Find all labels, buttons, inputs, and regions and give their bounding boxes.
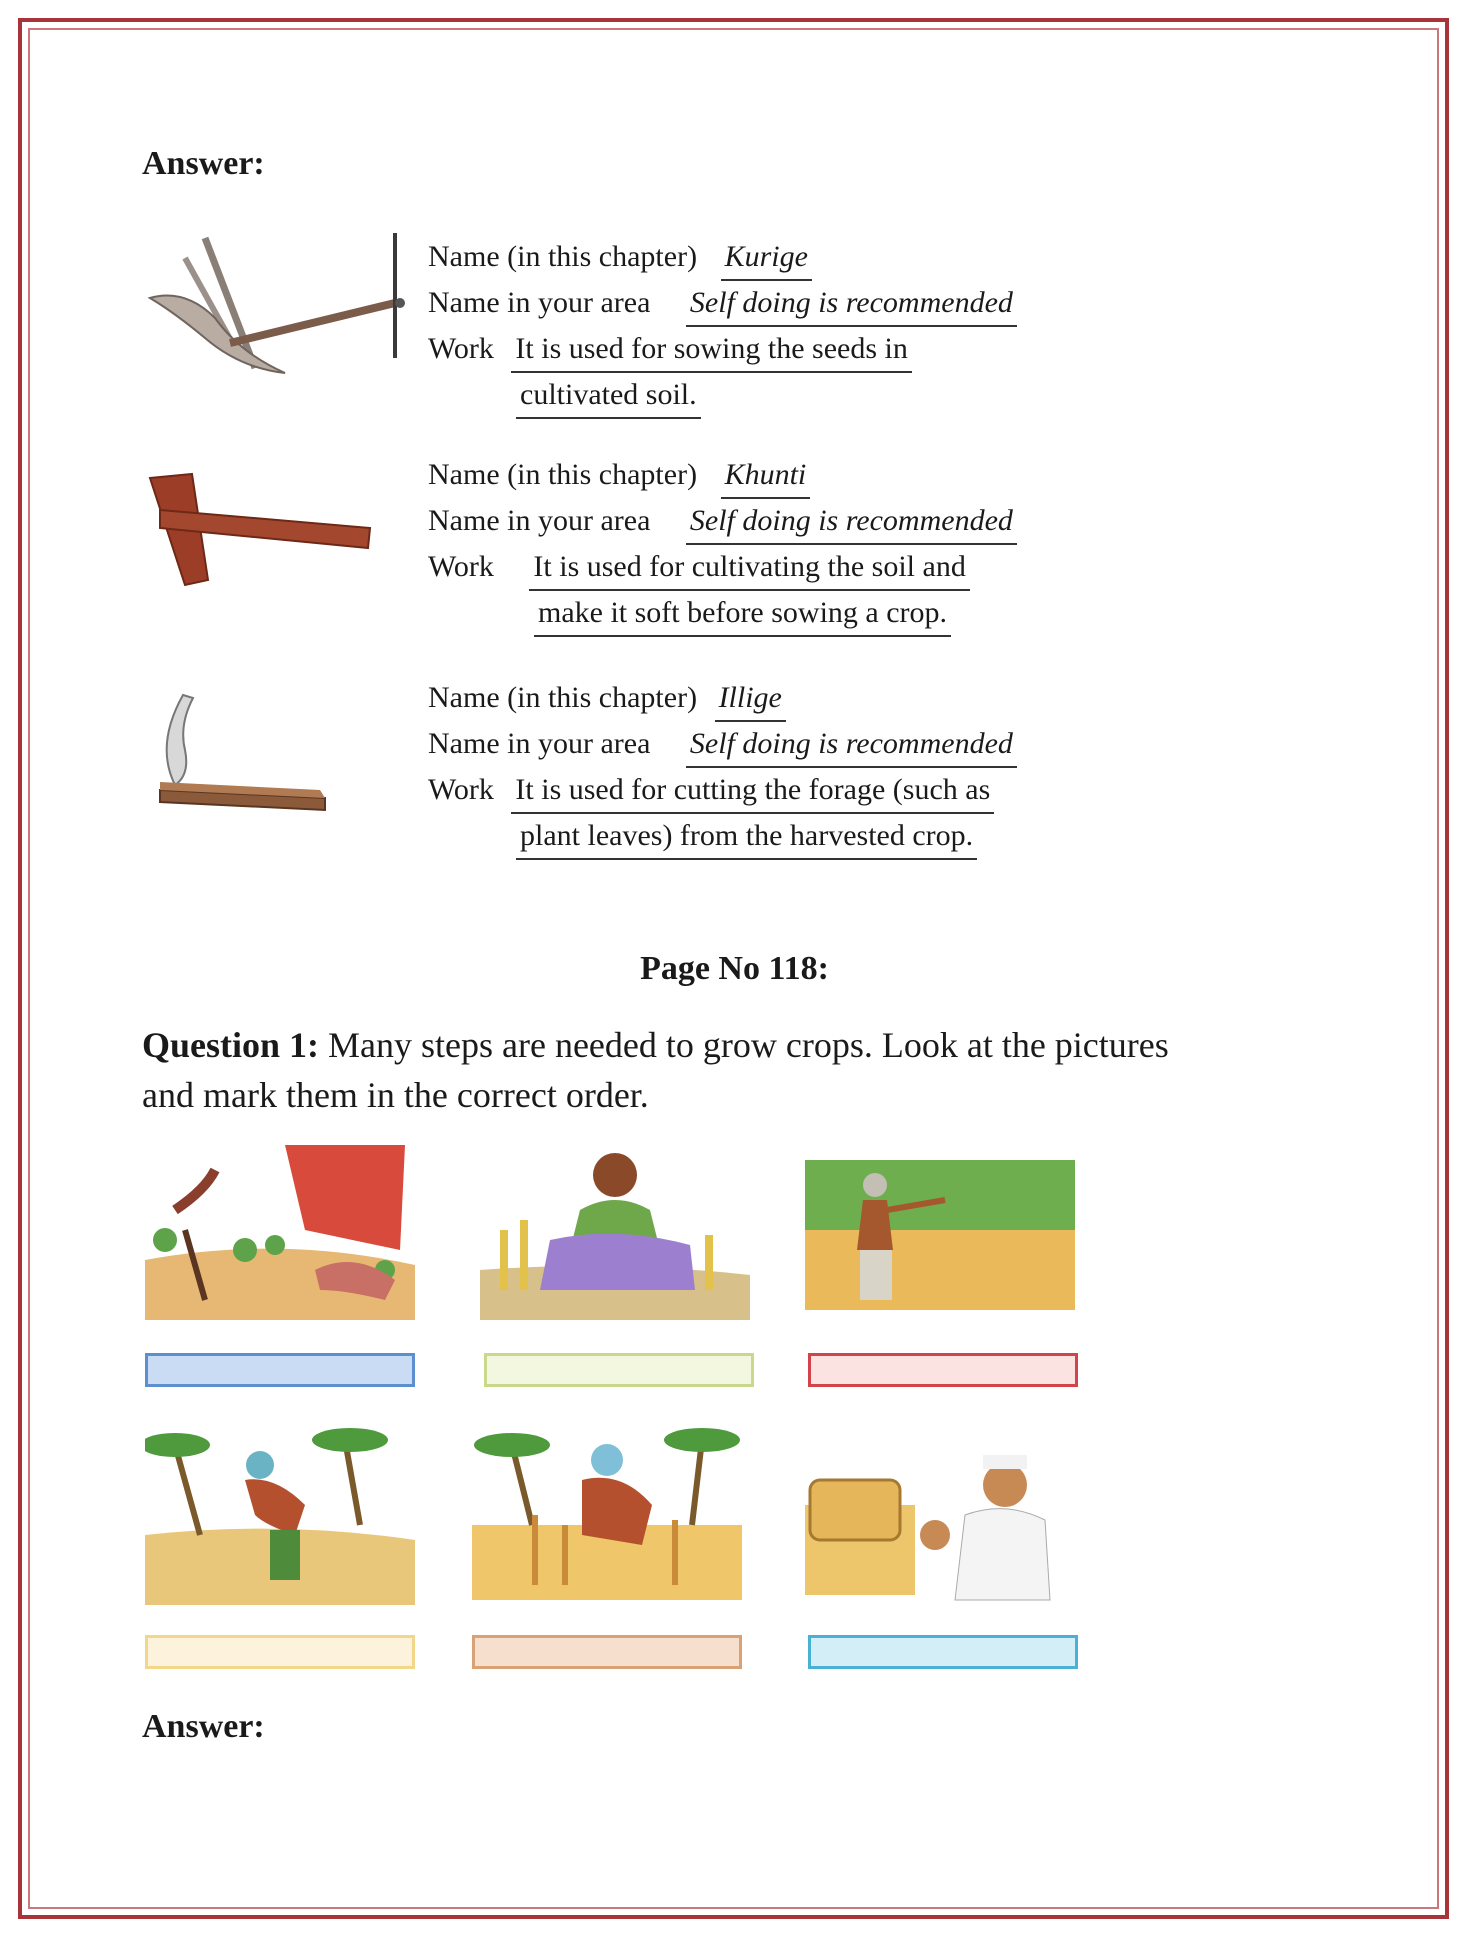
tool-kurige bbox=[428, 235, 1128, 419]
illustration-man-sowing bbox=[805, 1140, 1075, 1320]
kurige-plough-illustration bbox=[145, 228, 415, 388]
tool-illige bbox=[428, 676, 1128, 860]
work-line-2: plant leaves) from the harvested crop. bbox=[516, 814, 977, 860]
tool-kurige-row-chapter bbox=[428, 235, 1128, 281]
answer-heading: Answer: bbox=[142, 145, 265, 182]
tool-kurige-row-area bbox=[428, 281, 1128, 327]
order-box-3[interactable] bbox=[808, 1353, 1078, 1387]
name-chapter-label: Name (in this chapter) bbox=[428, 458, 698, 491]
order-box-1[interactable] bbox=[145, 1353, 415, 1387]
name-area-value: Self doing is recommended bbox=[686, 722, 1017, 768]
name-area-value: Self doing is recommended bbox=[686, 499, 1017, 545]
illustration-harvesting-crop bbox=[472, 1425, 742, 1605]
tool-khunti-row-chapter bbox=[428, 453, 1128, 499]
illige-sickle-illustration bbox=[155, 690, 335, 815]
name-chapter-value: Illige bbox=[715, 676, 786, 722]
work-label: Work bbox=[428, 332, 494, 365]
name-area-label: Name in your area bbox=[428, 286, 651, 319]
tool-kurige-row-work bbox=[428, 327, 1128, 373]
work-line-1: It is used for sowing the seeds in bbox=[511, 327, 911, 373]
answer-heading-2: Answer: bbox=[142, 1708, 265, 1745]
khunti-tool-illustration bbox=[140, 470, 380, 590]
order-box-6[interactable] bbox=[808, 1635, 1078, 1669]
tool-kurige-row-work2 bbox=[428, 373, 1128, 419]
order-box-4[interactable] bbox=[145, 1635, 415, 1669]
order-box-5[interactable] bbox=[472, 1635, 742, 1669]
work-line-1: It is used for cutting the forage (such as bbox=[511, 768, 994, 814]
page-number-heading: Page No 118: bbox=[640, 950, 829, 987]
work-line-2: cultivated soil. bbox=[516, 373, 701, 419]
question-text-1: Many steps are needed to grow crops. Look at the pictures bbox=[319, 1025, 1169, 1065]
question-1 bbox=[142, 1020, 1342, 1120]
tool-khunti bbox=[428, 453, 1128, 637]
name-chapter-value: Kurige bbox=[721, 235, 812, 281]
tool-illige-row-chapter bbox=[428, 676, 1128, 722]
name-chapter-value: Khunti bbox=[721, 453, 811, 499]
name-area-value: Self doing is recommended bbox=[686, 281, 1017, 327]
tool-khunti-row-work2 bbox=[428, 591, 1128, 637]
work-label: Work bbox=[428, 773, 494, 806]
illustration-woman-weeding bbox=[480, 1140, 750, 1320]
work-label: Work bbox=[428, 550, 494, 583]
illustration-storing-grain bbox=[805, 1425, 1075, 1605]
tool-illige-row-area bbox=[428, 722, 1128, 768]
tool-khunti-row-work bbox=[428, 545, 1128, 591]
illustration-digging-soil bbox=[145, 1425, 415, 1605]
question-line-1 bbox=[142, 1020, 1342, 1070]
name-chapter-label: Name (in this chapter) bbox=[428, 681, 698, 714]
question-text-2: and mark them in the correct order. bbox=[142, 1075, 649, 1115]
work-line-2: make it soft before sowing a crop. bbox=[534, 591, 951, 637]
name-area-label: Name in your area bbox=[428, 727, 651, 760]
illustration-planting-seedlings bbox=[145, 1140, 415, 1320]
tool-illige-row-work bbox=[428, 768, 1128, 814]
question-label: Question 1: bbox=[142, 1025, 320, 1065]
tool-khunti-row-area bbox=[428, 499, 1128, 545]
name-chapter-label: Name (in this chapter) bbox=[428, 240, 698, 273]
order-box-2[interactable] bbox=[484, 1353, 754, 1387]
tool-illige-row-work2 bbox=[428, 814, 1128, 860]
work-line-1: It is used for cultivating the soil and bbox=[529, 545, 969, 591]
name-area-label: Name in your area bbox=[428, 504, 651, 537]
